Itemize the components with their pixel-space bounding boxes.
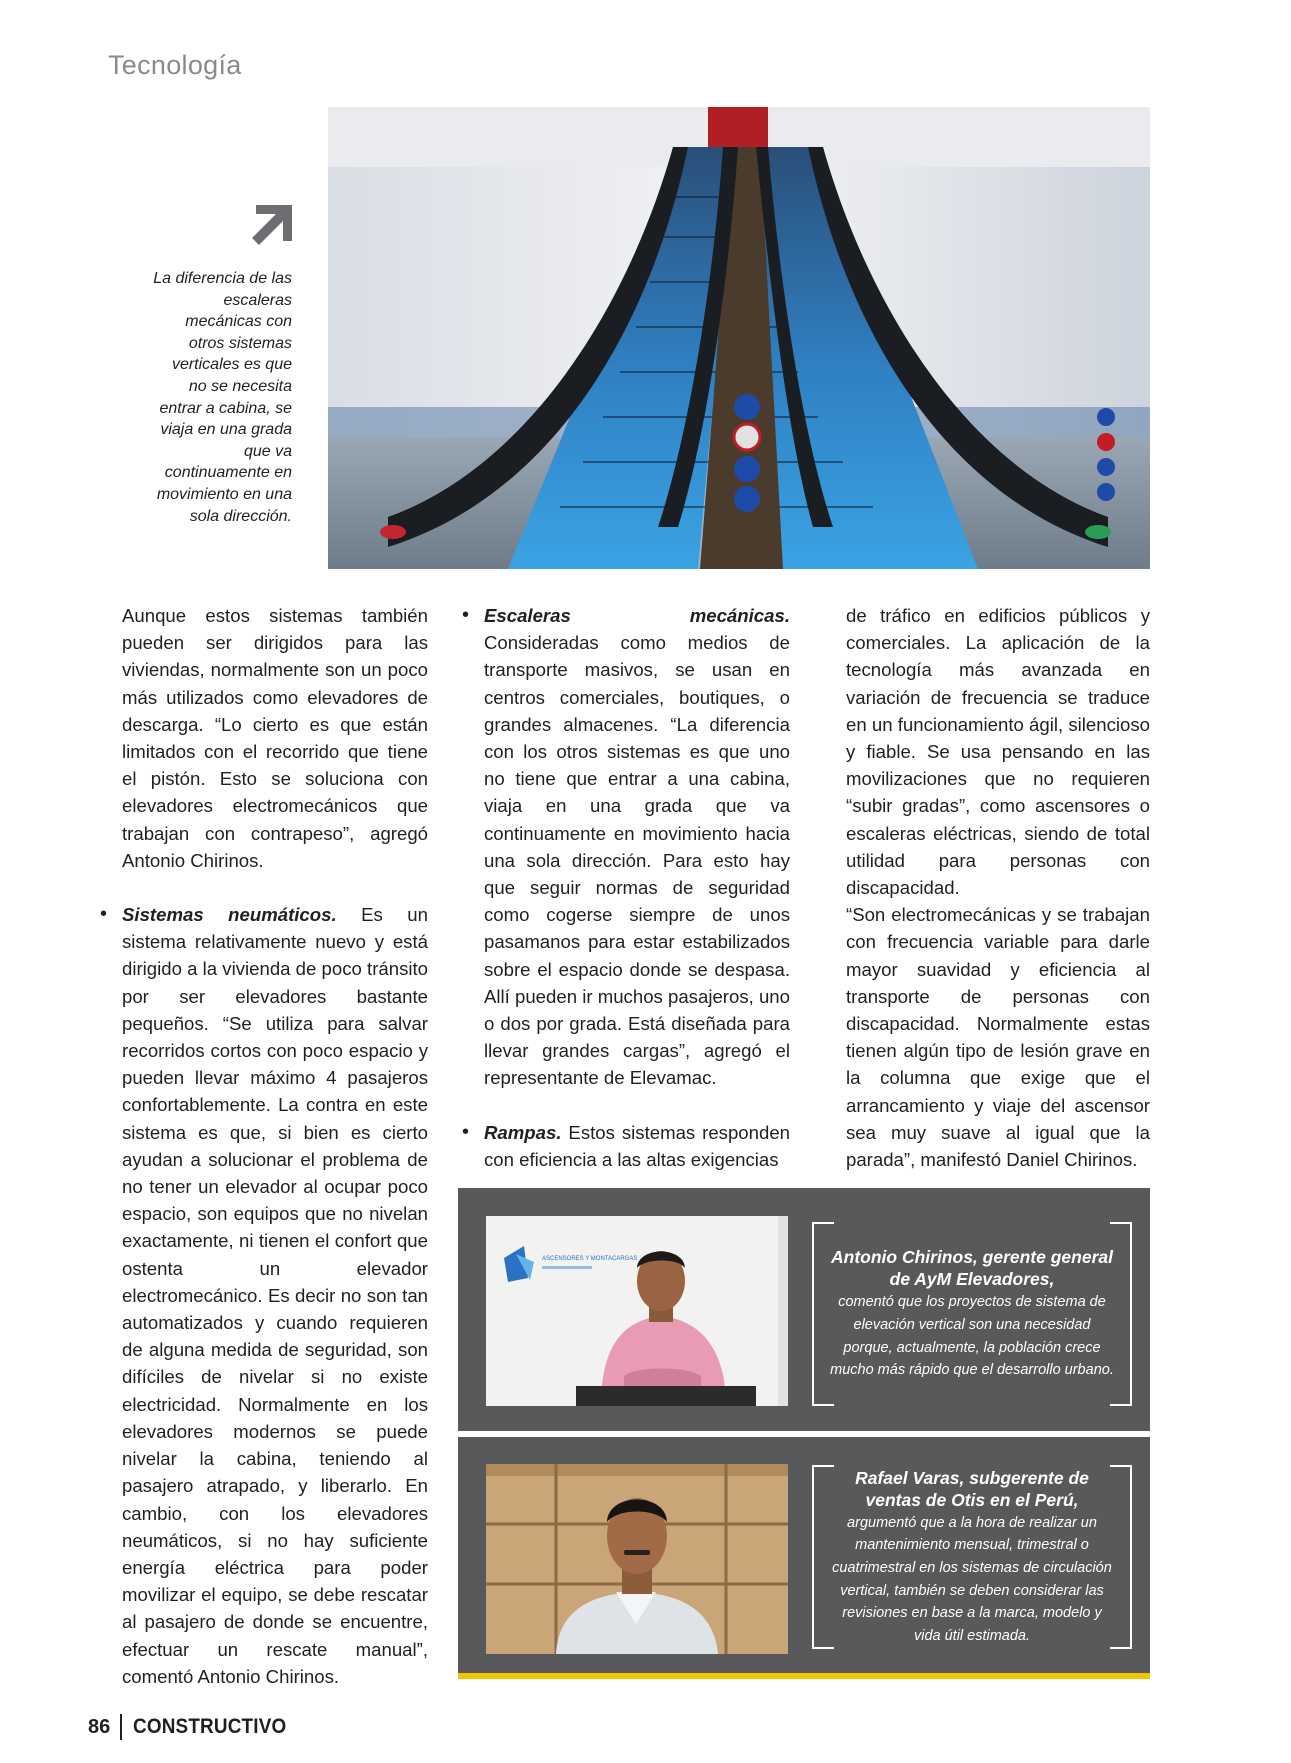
bullet-lead: Escaleras mecánicas.: [484, 605, 790, 626]
bullet-item: [484, 1119, 790, 1173]
escalator-photo: [328, 107, 1150, 569]
quote-panel-chirinos: [458, 1188, 1150, 1431]
logo-sign-text: ASCENSORES Y MONTACARGAS: [542, 1256, 638, 1262]
paragraph: Aunque estos sistemas también pueden ser dirigidos para las viviendas, normalmente son un poco más utilizados como elevadores de descarga. “Lo cierto es que están limitados con el recorrido que tiene el pistón. Esto se soluciona con elevadores electromecánicos que trabajan con contrapeso”, agregó Antonio Chirinos.: [122, 605, 428, 871]
quote-box: [812, 1465, 1132, 1649]
quote-name: Antonio Chirinos, gerente general de AyM Elevadores,: [831, 1247, 1113, 1290]
portrait-photo: [486, 1464, 788, 1654]
paragraph: de tráfico en edificios públicos y comerciales. La aplicación de la tecnología más avanzada en variación de frecuencia se traduce en un funcionamiento ágil, silencioso y fiable. Se usa pensando en las movilizaciones que no requieren “subir gradas”, como ascensores o escaleras eléctricas, siendo de total utilidad para personas con discapacidad.: [846, 605, 1150, 899]
quote-panel-varas: [458, 1437, 1150, 1679]
text-column-3: [846, 602, 1150, 1173]
page-number: 86: [88, 1716, 111, 1738]
bullet-text: Consideradas como medios de transporte masivos, se usan en centros comerciales, boutiques, o grandes almacenes. “La diferencia con los otros sistemas es que uno no tiene que entrar a una cabina, viaja en una grada que va continuamente en movimiento hacia una sola dirección. Para esto hay que seguir normas de seguridad como cogerse siempre de unos pasamanos para estar estabilizados sobre el espacio donde se despasa. Allí pueden ir muchos pasajeros, uno o dos por grada. Está diseñada para llevar grandes cargas”, agregó el representante de Elevamac.: [484, 632, 790, 1089]
photo-caption: La diferencia de las escaleras mecánicas con otros sistemas verticales es que no se necesita entrar a cabina, se viaja en una grada que va continuamente en movimiento en una sola dirección.: [153, 270, 292, 525]
bullet-item: [484, 602, 790, 1092]
bullet-lead: Rampas.: [484, 1121, 562, 1143]
arrow-up-right-icon: [252, 205, 292, 245]
quote-box: [812, 1222, 1132, 1406]
bullet-item: [122, 901, 428, 1690]
bullet-text: Es un sistema relativamente nuevo y está dirigido a la vivienda de poco tránsito por ser elevadores bastante pequeños. “Se utiliza para salvar recorridos cortos con poco espacio y pueden llevar máximo 4 pasajeros confortablemente. La contra en este sistema es que, si bien es cierto ayudan a solucionar el problema de no tener un elevador al ocupar poco espacio, son equipos que no nivelan exactamente, ni tienen el confort que ostenta un elevador electromecánico. Es decir no son tan automatizados y cuando requieren de alguna medida de seguridad, son difíciles de nivelar si no existe electricidad. Normalmente en los elevadores modernos se puede nivelar la cabina, teniendo al pasajero atrapado, y liberarlo. En cambio, con los elevadores neumáticos, si no hay suficiente energía eléctrica para poder movilizar el equipo, se debe rescatar al pasajero de donde se encuentre, efectuar un rescate manual”, comentó Antonio Chirinos.: [122, 904, 428, 1687]
quote-text: argumentó que a la hora de realizar un mantenimiento mensual, trimestral o cuatrimestral en los sistemas de circulación vertical, también se deben considerar las revisiones en base a la marca, modelo y vida útil estimada.: [832, 1514, 1112, 1644]
bullet-lead: Sistemas neumáticos.: [122, 904, 337, 926]
paragraph: “Son electromecánicas y se trabajan con frecuencia variable para darle mayor suavidad y eficiencia al transporte de personas con discapacidad. Normalmente estas tienen algún tipo de lesión grave en la columna que exige que el arrancamiento y viaje del ascensor sea muy suave al igual que la parada”, manifestó Daniel Chirinos.: [846, 904, 1150, 1171]
quote-name: Rafael Varas, subgerente de ventas de Otis en el Perú,: [855, 1467, 1089, 1510]
bullet-text: Estos sistemas responden con eficiencia a las altas exigencias: [484, 1121, 790, 1170]
section-label: Tecnología: [108, 50, 242, 80]
magazine-brand: CONSTRUCTIVO: [133, 1715, 287, 1738]
text-column-2: [484, 602, 790, 1173]
accent-rule: [458, 1673, 1150, 1679]
text-column-1: [122, 602, 428, 1690]
quote-text: comentó que los proyectos de sistema de elevación vertical son una necesidad porque, actualmente, la población crece mucho más rápido que el desarrollo urbano.: [830, 1294, 1114, 1379]
portrait-photo: [486, 1216, 788, 1406]
footer-divider: [120, 1714, 122, 1740]
